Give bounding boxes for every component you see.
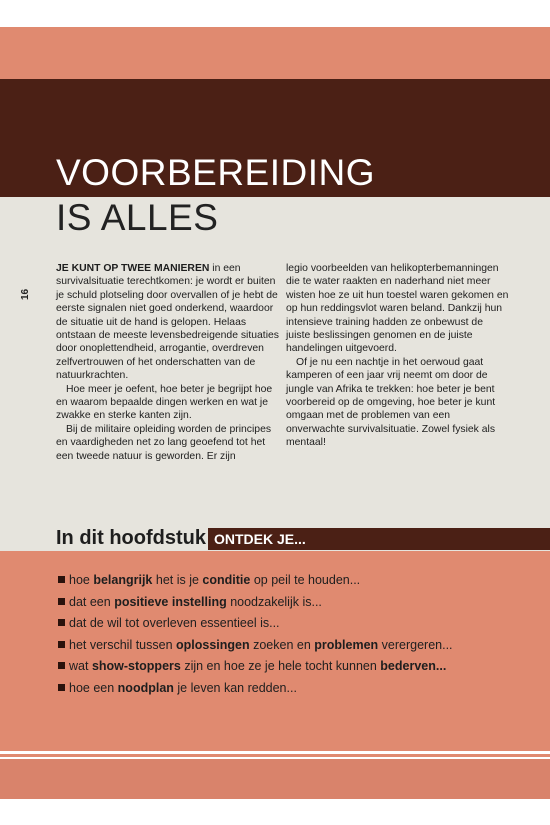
bottom-color-band [0, 759, 550, 799]
top-color-band [0, 27, 550, 79]
list-item: hoe belangrijk het is je conditie op peil te houden... [58, 570, 528, 592]
square-bullet-icon [58, 641, 65, 648]
paragraph-text: in een survivalsituatie terechtkomen: je wordt er buiten je schuld plotseling door overvallen of je hebt de eerste signalen niet goed onderkend, waardoor de situatie uit de hand is gelopen. Helaas ontstaan de meeste levensbedreigende situaties door onoplettendheid, arrogantie, overdreven zelfvertrouwen of het onderschatten van de natuurkrachten. [56, 263, 279, 382]
square-bullet-icon [58, 598, 65, 605]
lead-in: JE KUNT OP TWEE MANIEREN [56, 263, 210, 274]
square-bullet-icon [58, 576, 65, 583]
page-number: 16 [20, 288, 31, 300]
paragraph: legio voorbeelden van helikopterbemanningen die te water raakten en naderhand niet meer wisten hoe ze uit hun toestel waren gekomen en op hun reddingsvlot waren beland. Dankzij hun intensieve training hadden ze onbewust de juiste beslissingen genomen en de juiste handelingen uitgevoerd. [286, 263, 509, 355]
title-line-1: VOORBEREIDING [56, 152, 375, 193]
list-item: hoe een noodplan je leven kan redden... [58, 678, 528, 700]
text-column-left [56, 262, 280, 463]
bullet-list [58, 570, 528, 700]
paragraph: Hoe meer je oefent, hoe beter je begrijpt hoe en waarom bepaalde dingen werken en wat je zwakke en sterke kanten zijn. [56, 383, 273, 422]
chapter-label: In dit hoofdstuk [56, 527, 206, 549]
title-line-2: IS ALLES [56, 197, 219, 238]
list-item: het verschil tussen oplossingen zoeken en problemen verergeren... [58, 635, 528, 657]
paragraph: Bij de militaire opleiding worden de principes en vaardigheden net zo lang geoefend tot het een tweede natuur is geworden. Er zijn [56, 423, 272, 462]
paragraph [56, 262, 280, 383]
square-bullet-icon [58, 662, 65, 669]
paragraph: Of je nu een nachtje in het oerwoud gaat kamperen of een jaar vrij neemt om door de jungle van Afrika te trekken: hoe beter je bent voorbereid op de omgeving, hoe beter je kunt omgaan met de problemen van een onverwachte survivalsituatie. Zowel fysiek als mentaal! [286, 356, 496, 449]
divider-stripe [0, 754, 550, 757]
list-item: dat de wil tot overleven essentieel is... [58, 613, 528, 635]
chapter-tag: ONTDEK JE... [208, 528, 550, 550]
square-bullet-icon [58, 684, 65, 691]
list-item: dat een positieve instelling noodzakelijk is... [58, 592, 528, 614]
square-bullet-icon [58, 619, 65, 626]
text-column-right [286, 262, 510, 450]
list-item: wat show-stoppers zijn en hoe ze je hele tocht kunnen bederven... [58, 656, 528, 678]
